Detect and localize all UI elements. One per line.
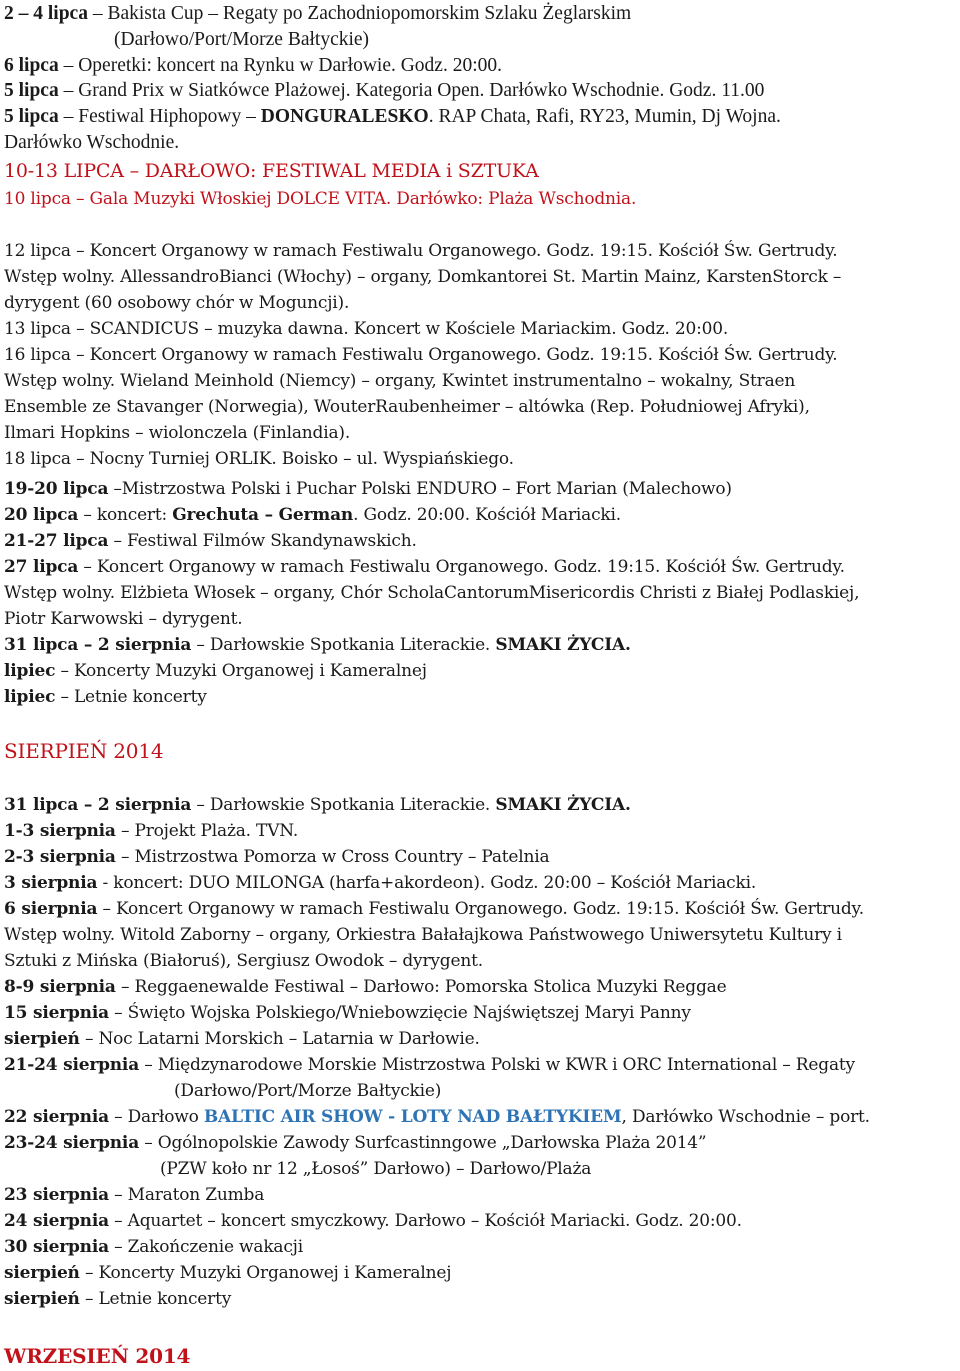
- event-line: 3 sierpnia - koncert: DUO MILONGA (harfa+akordeon). Godz. 20:00 – Kościół Mariacki.: [4, 873, 757, 893]
- event-line: sierpień – Koncerty Muzyki Organowej i Kameralnej: [4, 1263, 452, 1283]
- event-line: 23 sierpnia – Maraton Zumba: [4, 1185, 265, 1205]
- event-line: 27 lipca – Koncert Organowy w ramach Festiwalu Organowego. Godz. 19:15. Kościół Św. Gertrudy.: [4, 557, 845, 577]
- event-line-continuation: (Darłowo/Port/Morze Bałtyckie): [114, 29, 370, 50]
- event-line: 6 sierpnia – Koncert Organowy w ramach Festiwalu Organowego. Godz. 19:15. Kościół Św. Gertrudy.: [4, 899, 864, 919]
- event-line: 15 sierpnia – Święto Wojska Polskiego/Wniebowzięcie Najświętszej Maryi Panny: [4, 1003, 691, 1023]
- event-line-continuation: Ilmari Hopkins – wiolonczela (Finlandia).: [4, 423, 351, 443]
- month-heading-august: SIERPIEŃ 2014: [4, 739, 164, 763]
- event-line: 24 sierpnia – Aquartet – koncert smyczkowy. Darłowo – Kościół Mariacki. Godz. 20:00.: [4, 1211, 742, 1231]
- event-line: lipiec – Letnie koncerty: [4, 687, 207, 707]
- event-line: 8-9 sierpnia – Reggaenewalde Festiwal – Darłowo: Pomorska Stolica Muzyki Reggae: [4, 977, 727, 997]
- event-line-continuation: Wstęp wolny. Elżbieta Włosek – organy, Chór ScholaCantorumMisericordis Christi z Białej Podlaskiej,: [4, 583, 860, 603]
- event-line: 1-3 sierpnia – Projekt Plaża. TVN.: [4, 821, 299, 841]
- event-line-continuation: (Darłowo/Port/Morze Bałtyckie): [174, 1081, 442, 1101]
- event-line: 19-20 lipca –Mistrzostwa Polski i Puchar Polski ENDURO – Fort Marian (Malechowo): [4, 479, 732, 499]
- event-line-continuation: Ensemble ze Stavanger (Norwegia), WouterRaubenheimer – altówka (Rep. Południowej Afryki),: [4, 397, 810, 417]
- event-line-continuation: dyrygent (60 osobowy chór w Moguncji).: [4, 293, 350, 313]
- event-line-continuation: Wstęp wolny. AllessandroBianci (Włochy) – organy, Domkantorei St. Martin Mainz, KarstenStorck –: [4, 267, 842, 287]
- event-line: 6 lipca – Operetki: koncert na Rynku w Darłowie. Godz. 20:00.: [4, 55, 503, 76]
- event-line: 22 sierpnia – Darłowo BALTIC AIR SHOW - LOTY NAD BAŁTYKIEM, Darłówko Wschodnie – port.: [4, 1107, 870, 1127]
- event-line: 13 lipca – SCANDICUS – muzyka dawna. Koncert w Kościele Mariackim. Godz. 20:00.: [4, 319, 729, 339]
- festival-subline: 10 lipca – Gala Muzyki Włoskiej DOLCE VITA. Darłówko: Plaża Wschodnia.: [4, 189, 637, 209]
- event-line-continuation: Piotr Karwowski – dyrygent.: [4, 609, 243, 629]
- air-show-highlight: BALTIC AIR SHOW - LOTY NAD BAŁTYKIEM: [203, 1107, 622, 1127]
- event-line-continuation: (PZW koło nr 12 „Łosoś” Darłowo) – Darłowo/Plaża: [160, 1159, 592, 1179]
- event-line: 31 lipca – 2 sierpnia – Darłowskie Spotkania Literackie. SMAKI ŻYCIA.: [4, 635, 631, 655]
- event-line-continuation: Sztuki z Mińska (Białoruś), Sergiusz Owodok – dyrygent.: [4, 951, 483, 971]
- event-line: 21-24 sierpnia – Międzynarodowe Morskie Mistrzostwa Polski w KWR i ORC International – Regaty: [4, 1055, 855, 1075]
- event-line: 2 – 4 lipca – Bakista Cup – Regaty po Zachodniopomorskim Szlaku Żeglarskim: [4, 3, 632, 24]
- event-line: sierpień – Letnie koncerty: [4, 1289, 232, 1309]
- event-line: 5 lipca – Grand Prix w Siatkówce Plażowej. Kategoria Open. Darłówko Wschodnie. Godz. 11.00: [4, 80, 765, 101]
- festival-heading: 10-13 LIPCA – DARŁOWO: FESTIWAL MEDIA i SZTUKA: [4, 160, 539, 182]
- event-line: 31 lipca – 2 sierpnia – Darłowskie Spotkania Literackie. SMAKI ŻYCIA.: [4, 795, 631, 815]
- event-line: lipiec – Koncerty Muzyki Organowej i Kameralnej: [4, 661, 427, 681]
- event-line: 23-24 sierpnia – Ogólnopolskie Zawody Surfcastinngowe „Darłowska Plaża 2014”: [4, 1133, 707, 1153]
- event-line-continuation: Wstęp wolny. Wieland Meinhold (Niemcy) – organy, Kwintet instrumentalno – wokalny, Straen: [4, 371, 796, 391]
- event-line: 18 lipca – Nocny Turniej ORLIK. Boisko – ul. Wyspiańskiego.: [4, 449, 514, 469]
- event-line: 20 lipca – koncert: Grechuta – German. Godz. 20:00. Kościół Mariacki.: [4, 505, 621, 525]
- event-line: 16 lipca – Koncert Organowy w ramach Festiwalu Organowego. Godz. 19:15. Kościół Św. Gertrudy.: [4, 345, 838, 365]
- event-line-continuation: Wstęp wolny. Witold Zaborny – organy, Orkiestra Bałałajkowa Państwowego Uniwersytetu Kultury i: [4, 925, 842, 945]
- event-line: 12 lipca – Koncert Organowy w ramach Festiwalu Organowego. Godz. 19:15. Kościół Św. Gertrudy.: [4, 241, 838, 261]
- event-line: sierpień – Noc Latarni Morskich – Latarnia w Darłowie.: [4, 1029, 480, 1049]
- event-line-continuation: Darłówko Wschodnie.: [4, 132, 180, 153]
- event-line: 5 lipca – Festiwal Hiphopowy – DONGURALESKO. RAP Chata, Rafi, RY23, Mumin, Dj Wojna.: [4, 106, 781, 127]
- event-line: 21-27 lipca – Festiwal Filmów Skandynawskich.: [4, 531, 417, 551]
- event-line: 2-3 sierpnia – Mistrzostwa Pomorza w Cross Country – Patelnia: [4, 847, 550, 867]
- month-heading-september: WRZESIEŃ 2014: [4, 1344, 191, 1368]
- event-line: 30 sierpnia – Zakończenie wakacji: [4, 1237, 303, 1257]
